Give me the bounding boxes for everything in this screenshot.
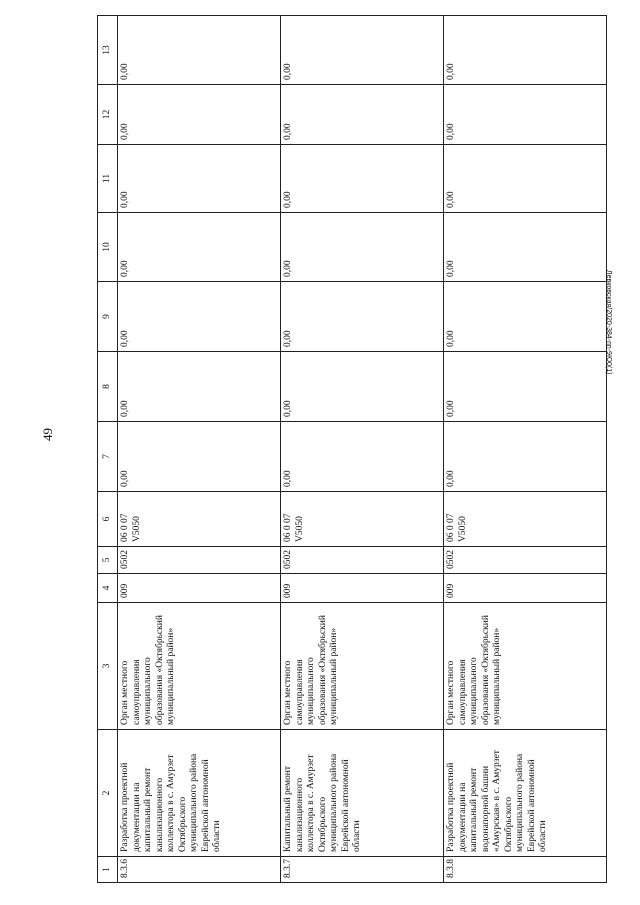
col-header-3: 3 (98, 603, 118, 730)
col-header-2: 2 (98, 730, 118, 857)
code-section: 0502 (281, 547, 444, 574)
value-col-7: 0,00 (281, 422, 444, 492)
col-header-9: 9 (98, 282, 118, 352)
value-col-13: 0,00 (118, 16, 281, 85)
col-header-11: 11 (98, 145, 118, 213)
measure-name: Разработка проектной документации на капитальный ремонт канализационного коллектора в с. Амурзет Октябрьского муниципального района Еврейской автономной области (118, 730, 281, 857)
value-col-7: 0,00 (444, 422, 607, 492)
col-header-10: 10 (98, 213, 118, 282)
executor: Орган местного самоуправления муниципального образования «Октябрьский муниципальный район» (281, 603, 444, 730)
measure-name: Разработка проектной документации на капитальный ремонт водонапорной башни «Амурская» в с. Амурзет Октябрьского муниципального района Еврейской автономной области (444, 730, 607, 857)
col-header-7: 7 (98, 422, 118, 492)
document-footer: Левковская/2020-384-пп-9Ю0(1) (605, 270, 612, 375)
budget-table-rotated (97, 16, 602, 883)
value-col-9: 0,00 (118, 282, 281, 352)
code-target: 06 0 07 V5050 (281, 492, 444, 547)
table-row (281, 16, 444, 883)
row-number: 8.3.6 (118, 857, 281, 883)
value-col-9: 0,00 (281, 282, 444, 352)
page-number: 49 (40, 428, 55, 441)
code-section: 0502 (444, 547, 607, 574)
value-col-10: 0,00 (118, 213, 281, 282)
value-col-13: 0,00 (281, 16, 444, 85)
value-col-12: 0,00 (118, 85, 281, 145)
value-col-10: 0,00 (281, 213, 444, 282)
value-col-8: 0,00 (444, 352, 607, 422)
value-col-10: 0,00 (444, 213, 607, 282)
value-col-8: 0,00 (118, 352, 281, 422)
col-header-8: 8 (98, 352, 118, 422)
value-col-11: 0,00 (444, 145, 607, 213)
col-header-6: 6 (98, 492, 118, 547)
value-col-13: 0,00 (444, 16, 607, 85)
col-header-5: 5 (98, 547, 118, 574)
code-section: 0502 (118, 547, 281, 574)
value-col-11: 0,00 (118, 145, 281, 213)
code-target: 06 0 07 V5050 (118, 492, 281, 547)
executor: Орган местного самоуправления муниципального образования «Октябрьский муниципальный район» (118, 603, 281, 730)
code-grbs: 009 (281, 574, 444, 603)
executor: Орган местного самоуправления муниципального образования «Октябрьский муниципальный район» (444, 603, 607, 730)
table-row (118, 16, 281, 883)
budget-table (97, 15, 607, 883)
code-grbs: 009 (444, 574, 607, 603)
table-row (444, 16, 607, 883)
value-col-7: 0,00 (118, 422, 281, 492)
code-grbs: 009 (118, 574, 281, 603)
row-number: 8.3.7 (281, 857, 444, 883)
code-target: 06 0 07 V5050 (444, 492, 607, 547)
col-header-12: 12 (98, 85, 118, 145)
value-col-8: 0,00 (281, 352, 444, 422)
value-col-9: 0,00 (444, 282, 607, 352)
header-row (98, 16, 118, 883)
col-header-1: 1 (98, 857, 118, 883)
col-header-4: 4 (98, 574, 118, 603)
value-col-11: 0,00 (281, 145, 444, 213)
value-col-12: 0,00 (281, 85, 444, 145)
row-number: 8.3.8 (444, 857, 607, 883)
col-header-13: 13 (98, 16, 118, 85)
value-col-12: 0,00 (444, 85, 607, 145)
measure-name: Капитальный ремонт канализационного коллектора в с. Амурзет Октябрьского муниципального района Еврейской автономной области (281, 730, 444, 857)
